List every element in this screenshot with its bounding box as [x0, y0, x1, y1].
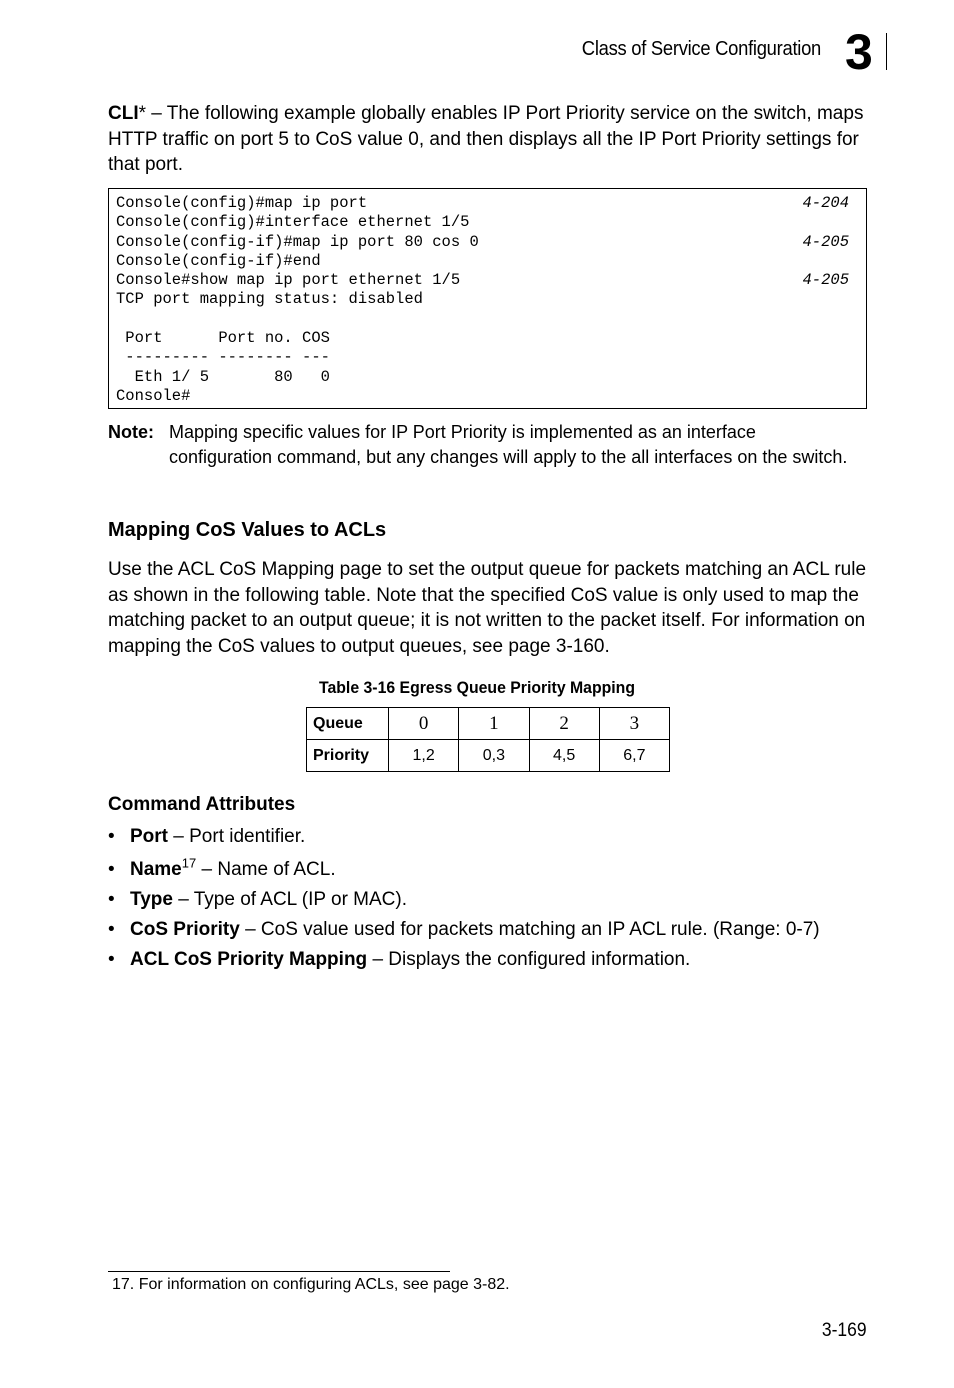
table-cell: 1: [459, 708, 529, 740]
code-line: Port Port no. COS: [116, 329, 330, 348]
note-text: Mapping specific values for IP Port Priority is implemented as an interface configuration command, but any changes will apply to the all interfaces on the switch.: [169, 422, 848, 467]
command-attributes-heading: Command Attributes: [108, 794, 296, 815]
footnote-ref[interactable]: 17: [181, 855, 197, 871]
attribute-desc: – Port identifier.: [168, 826, 306, 847]
attribute-list: [108, 822, 888, 975]
row-header-queue: Queue: [307, 708, 389, 740]
page-number: 3-169: [822, 1320, 867, 1341]
attribute-term: Type: [130, 889, 173, 910]
cli-asterisk: *: [138, 103, 147, 124]
code-line: Console#show map ip port ethernet 1/5 4-205: [116, 271, 849, 290]
list-item: [108, 855, 888, 885]
table-cell: 1,2: [389, 740, 459, 772]
table-cell: 3: [599, 708, 669, 740]
bullet-dot: •: [108, 949, 115, 970]
code-line: --------- -------- ---: [116, 348, 330, 367]
list-item: [108, 945, 888, 975]
attribute-desc: – Name of ACL.: [196, 859, 336, 880]
bullet-dot: •: [108, 826, 115, 847]
code-line: Console(config)#interface ethernet 1/5: [116, 213, 470, 232]
intro-text: – The following example globally enables IP Port Priority service on the switch, maps HTTP traffic on port 5 to CoS value 0, and then displays all the IP Port Priority settings for that port.: [108, 103, 864, 175]
intro-paragraph: [108, 101, 870, 178]
header-title: Class of Service Configuration: [581, 38, 821, 60]
attribute-term: Port: [130, 826, 168, 847]
code-line: Console(config)#map ip port 4-204: [116, 194, 849, 212]
list-item: [108, 822, 888, 852]
attribute-desc: – Displays the configured information.: [367, 949, 691, 970]
cli-label: CLI: [108, 103, 139, 124]
page-reference: 4-205: [802, 271, 849, 290]
note-label: Note:: [108, 422, 154, 442]
code-line: TCP port mapping status: disabled: [116, 290, 423, 309]
bullet-dot: •: [108, 859, 115, 880]
table-caption: Table 3-16 Egress Queue Priority Mapping: [319, 678, 635, 697]
chapter-divider: [886, 33, 887, 70]
footnote-divider: [108, 1271, 450, 1272]
section-heading: Mapping CoS Values to ACLs: [108, 519, 387, 541]
code-line: Console(config-if)#end: [116, 251, 321, 270]
table-cell: 6,7: [599, 740, 669, 772]
list-item: [108, 885, 888, 915]
table-row: [307, 708, 670, 740]
table-row: [307, 740, 670, 772]
attribute-desc: – Type of ACL (IP or MAC).: [172, 889, 408, 910]
code-line: Console(config-if)#map ip port 80 cos 0 4-205: [116, 232, 849, 251]
egress-queue-table: [306, 707, 670, 772]
page-reference: 4-205: [802, 232, 849, 251]
row-header-priority: Priority: [307, 740, 389, 772]
list-item: [108, 915, 888, 945]
attribute-term: ACL CoS Priority Mapping: [130, 949, 368, 970]
table-cell: 0,3: [459, 740, 529, 772]
bullet-dot: •: [108, 889, 115, 910]
table-cell: 4,5: [529, 740, 599, 772]
section-body: Use the ACL CoS Mapping page to set the output queue for packets matching an ACL rule as shown in the following table. Note that the specified CoS value is only used to map the matching packet to an output queue; it is not written to the packet itself. For information on mapping the CoS values to output queues, see page 3-160.: [108, 559, 867, 657]
code-line: Eth 1/ 5 80 0: [116, 367, 330, 386]
bullet-dot: •: [108, 919, 115, 940]
chapter-number: 3: [845, 24, 873, 80]
table-cell: 0: [389, 708, 459, 740]
code-line: [116, 310, 849, 329]
attribute-desc: – CoS value used for packets matching an IP ACL rule. (Range: 0-7): [239, 919, 820, 940]
code-line: Console#: [116, 386, 191, 405]
code-block: [108, 188, 867, 409]
page-reference: 4-204: [802, 194, 849, 212]
attribute-term: CoS Priority: [130, 919, 240, 940]
table-cell: 2: [529, 708, 599, 740]
footnote: 17. For information on configuring ACLs, see page 3-82.: [112, 1276, 510, 1293]
attribute-term: Name: [130, 859, 182, 880]
